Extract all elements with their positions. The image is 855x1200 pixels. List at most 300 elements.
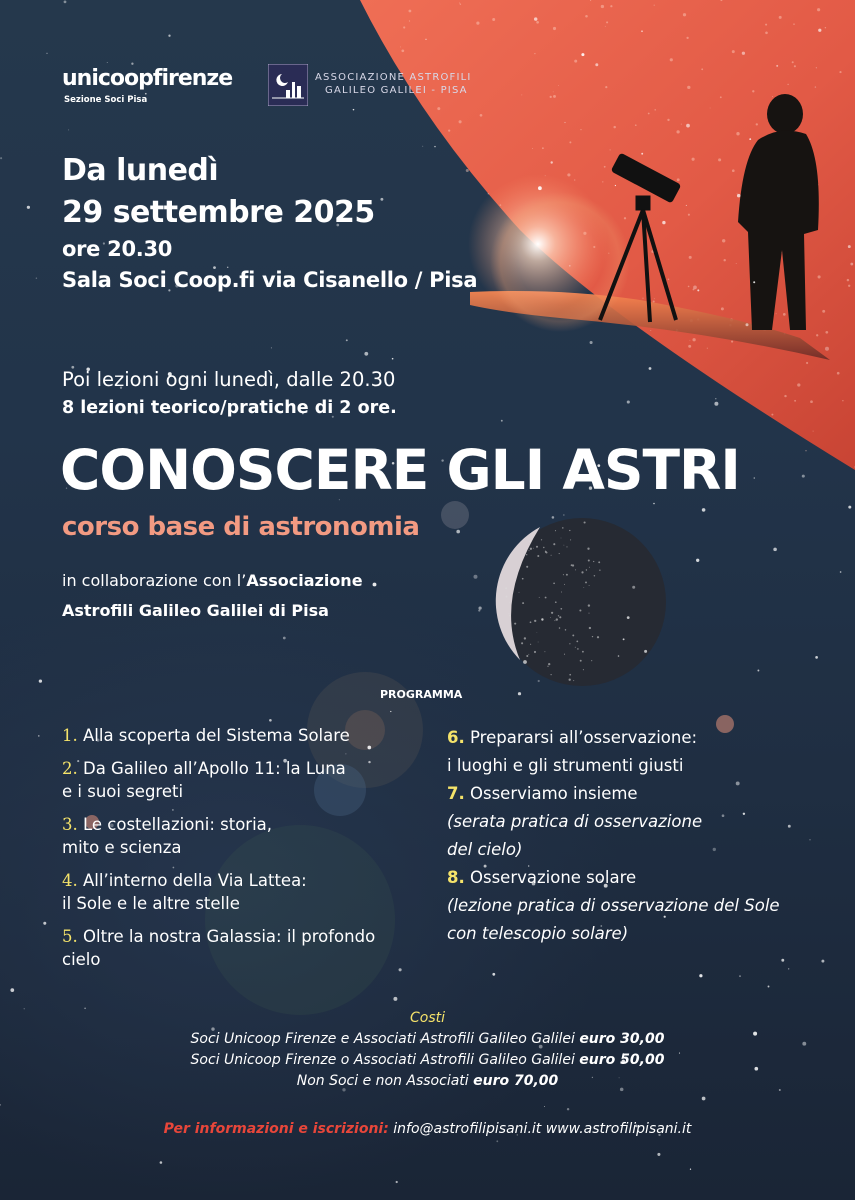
texture-speck: [722, 239, 725, 242]
texture-speck: [459, 120, 462, 123]
moon-speck: [550, 617, 551, 618]
program-item-3: [62, 813, 422, 859]
star: [492, 973, 495, 976]
moon-speck: [541, 539, 542, 540]
texture-speck: [542, 147, 544, 149]
texture-speck: [610, 149, 611, 150]
costs-heading: Costi: [409, 1010, 445, 1026]
cost-price: euro 70,00: [473, 1073, 559, 1089]
texture-speck: [720, 96, 722, 98]
star: [501, 420, 503, 422]
star: [478, 610, 480, 612]
star: [39, 679, 42, 682]
moon-speck: [509, 602, 510, 603]
moon-speck: [530, 548, 532, 550]
moon-speck: [537, 555, 539, 557]
programma-heading: PROGRAMMA: [380, 688, 463, 701]
texture-speck: [683, 13, 686, 16]
cost-price: euro 50,00: [579, 1052, 665, 1068]
event-place: Sala Soci Coop.fi via Cisanello / Pisa: [62, 268, 478, 292]
texture-speck: [492, 18, 495, 21]
moon-speck: [522, 578, 524, 580]
texture-speck: [806, 362, 808, 364]
texture-speck: [810, 400, 813, 403]
texture-speck: [688, 286, 690, 288]
texture-speck: [480, 114, 483, 117]
moon-speck: [551, 674, 552, 675]
moon-speck: [598, 561, 600, 563]
assoc-logo-line1: ASSOCIAZIONE ASTROFILI: [315, 72, 472, 83]
star: [702, 1097, 706, 1101]
star: [43, 922, 46, 925]
moon-speck: [533, 548, 534, 549]
texture-speck: [736, 132, 739, 135]
texture-speck: [403, 26, 405, 28]
cost-label: Soci Unicoop Firenze o Associati Astrofili Galileo Galilei: [190, 1052, 575, 1068]
moon-speck: [530, 644, 531, 645]
star: [107, 62, 108, 63]
star: [0, 1104, 1, 1106]
texture-speck: [610, 5, 612, 7]
star: [544, 1106, 545, 1107]
program-num: 4.: [62, 871, 78, 890]
cost-price: euro 30,00: [579, 1031, 665, 1047]
star: [27, 206, 30, 209]
star: [697, 289, 699, 291]
moon-speck: [555, 530, 556, 531]
texture-speck: [437, 107, 440, 110]
moon-speck: [524, 637, 526, 639]
star: [269, 719, 272, 722]
star: [392, 358, 394, 360]
collaboration-note: [62, 566, 363, 626]
texture-speck: [756, 123, 758, 125]
course-subtitle: corso base di astronomia: [62, 512, 420, 542]
moon-speck: [528, 654, 529, 655]
moon-speck: [566, 574, 568, 576]
star: [615, 185, 616, 186]
texture-speck: [707, 348, 708, 349]
program-item-5: [62, 925, 422, 971]
program-text-cont: cielo: [62, 950, 101, 969]
unicoop-logo-subtitle: Sezione Soci Pisa: [64, 95, 148, 105]
moon-speck: [553, 543, 555, 545]
star: [644, 650, 647, 653]
texture-speck: [847, 279, 849, 281]
info-label: Per informazioni e iscrizioni:: [163, 1121, 389, 1137]
info-line: [0, 1121, 855, 1137]
texture-speck: [723, 259, 725, 261]
star: [64, 1, 67, 4]
texture-speck: [605, 26, 606, 27]
star: [523, 660, 527, 664]
moon-speck: [577, 648, 579, 650]
texture-speck: [783, 313, 786, 316]
texture-speck: [401, 49, 404, 52]
texture-speck: [532, 148, 533, 149]
program-note: (lezione pratica di osservazione del Sole: [447, 896, 780, 915]
star: [10, 988, 14, 992]
association-logo-text: [315, 71, 515, 97]
moon-speck: [570, 539, 571, 540]
moon-speck: [588, 559, 590, 561]
texture-speck: [813, 431, 814, 432]
moon-speck: [581, 571, 583, 573]
star: [714, 402, 718, 406]
texture-speck: [558, 85, 559, 86]
star: [283, 637, 286, 640]
texture-speck: [648, 113, 650, 115]
star: [393, 997, 397, 1001]
program-num: 6.: [447, 728, 465, 747]
moon-speck: [548, 663, 550, 665]
moon-speck: [584, 521, 586, 523]
star: [686, 124, 690, 128]
texture-speck: [787, 84, 788, 85]
texture-speck: [624, 217, 626, 219]
star: [653, 503, 655, 505]
moon-speck: [566, 546, 567, 547]
texture-speck: [701, 68, 703, 70]
texture-speck: [606, 21, 608, 23]
program-item-2: [62, 757, 422, 803]
moon-speck: [526, 554, 527, 555]
texture-speck: [765, 31, 768, 34]
texture-speck: [567, 173, 570, 176]
event-day: Da lunedì: [62, 153, 219, 188]
star: [422, 146, 423, 147]
texture-speck: [521, 94, 522, 95]
star: [538, 680, 540, 682]
texture-speck: [731, 341, 733, 343]
texture-speck: [687, 86, 690, 89]
star: [781, 959, 784, 962]
moon-speck: [575, 569, 576, 570]
moon-speck: [514, 623, 516, 625]
texture-speck: [400, 46, 401, 47]
texture-speck: [460, 4, 461, 5]
star: [627, 400, 630, 403]
moon-speck: [593, 561, 594, 562]
star: [538, 186, 542, 190]
star: [623, 638, 625, 640]
program-note: con telescopio solare): [447, 924, 629, 943]
texture-speck: [580, 129, 581, 130]
texture-speck: [818, 275, 821, 278]
star: [564, 122, 565, 123]
moon-speck: [543, 547, 544, 548]
star: [715, 398, 716, 399]
star: [46, 53, 47, 54]
texture-speck: [550, 96, 552, 98]
star: [696, 559, 699, 562]
star: [567, 1108, 569, 1110]
star: [36, 277, 37, 278]
moon-speck: [587, 548, 589, 550]
texture-speck: [409, 10, 412, 13]
star: [271, 347, 272, 348]
moon-speck: [561, 592, 562, 593]
star: [474, 575, 478, 579]
moon-speck: [526, 655, 528, 657]
star: [693, 286, 697, 290]
moon-speck: [538, 642, 539, 643]
program-text: All’interno della Via Lattea:: [83, 871, 307, 890]
texture-speck: [792, 61, 794, 63]
texture-speck: [825, 27, 826, 28]
texture-speck: [825, 331, 828, 334]
unicoop-logo: unicoopfirenze: [62, 66, 233, 91]
texture-speck: [817, 8, 820, 11]
costs-section: [0, 1008, 855, 1092]
star: [702, 508, 706, 512]
texture-speck: [692, 338, 695, 341]
moon-speck: [559, 553, 560, 554]
star: [757, 670, 759, 672]
star: [662, 221, 665, 224]
texture-speck: [692, 158, 695, 161]
star: [649, 367, 652, 370]
star: [595, 63, 598, 66]
star: [686, 205, 687, 206]
moon-speck: [589, 627, 591, 629]
collab-prefix: in collaborazione con l’: [62, 571, 247, 590]
texture-speck: [822, 310, 825, 313]
texture-speck: [536, 21, 539, 24]
star: [364, 352, 368, 356]
cost-label: Soci Unicoop Firenze e Associati Astrofili Galileo Galilei: [190, 1031, 575, 1047]
moon-speck: [544, 651, 545, 652]
texture-speck: [690, 340, 691, 341]
moon-speck: [591, 660, 592, 661]
cost-label: Non Soci e non Associati: [296, 1073, 469, 1089]
star: [690, 1169, 691, 1170]
star: [68, 129, 69, 130]
star: [657, 1153, 660, 1156]
star: [699, 974, 702, 977]
moon-speck: [564, 654, 565, 655]
star: [390, 711, 391, 712]
lessons-count: 8 lezioni teorico/pratiche di 2 ore.: [62, 398, 397, 418]
program-note: (serata pratica di osservazione: [447, 812, 703, 831]
texture-speck: [842, 400, 843, 401]
star: [848, 506, 851, 509]
texture-speck: [569, 141, 571, 143]
texture-speck: [654, 5, 655, 6]
star: [848, 245, 851, 248]
star: [641, 153, 643, 155]
moon-speck: [572, 634, 574, 636]
star: [38, 735, 40, 737]
moon-speck: [506, 596, 508, 598]
star: [768, 986, 770, 988]
star: [518, 692, 521, 695]
star: [627, 616, 630, 619]
texture-speck: [668, 279, 670, 281]
star: [534, 17, 537, 20]
collab-assoc-2: Astrofili Galileo Galilei di Pisa: [62, 601, 329, 620]
texture-speck: [816, 334, 818, 336]
texture-speck: [448, 129, 450, 131]
moon-speck: [563, 574, 564, 575]
texture-speck: [710, 108, 711, 109]
texture-speck: [534, 53, 535, 54]
texture-speck: [794, 400, 796, 402]
star: [788, 968, 789, 969]
moon-speck: [575, 647, 576, 648]
star: [353, 109, 355, 111]
moon-speck: [519, 592, 520, 593]
moon-speck: [564, 545, 565, 546]
program-text-cont: il Sole e le altre stelle: [62, 894, 240, 913]
star: [581, 53, 584, 56]
moon-speck: [599, 570, 600, 571]
programma-left-column: [62, 724, 422, 981]
moon-speck: [583, 669, 584, 670]
moon-speck: [545, 551, 546, 552]
star: [815, 656, 818, 659]
moon-speck: [553, 582, 555, 584]
event-time: ore 20.30: [62, 237, 173, 261]
texture-speck: [409, 20, 410, 21]
texture-speck: [654, 298, 655, 299]
moon-speck: [536, 546, 538, 548]
star: [552, 516, 555, 519]
texture-speck: [718, 158, 721, 161]
star: [825, 347, 829, 351]
assoc-logo-line2: GALILEO GALILEI - PISA: [325, 85, 468, 96]
cost-row-1: [0, 1029, 855, 1050]
texture-speck: [574, 60, 577, 63]
star: [650, 330, 651, 331]
moon-speck: [586, 569, 587, 570]
star: [168, 35, 170, 37]
texture-speck: [784, 395, 786, 397]
star: [488, 193, 489, 194]
star: [496, 1140, 498, 1142]
texture-speck: [654, 109, 655, 110]
texture-speck: [642, 298, 643, 299]
star: [0, 157, 2, 159]
moon-speck: [537, 632, 538, 633]
star: [737, 194, 741, 198]
moon-speck: [546, 552, 548, 554]
program-item-8: [447, 864, 807, 948]
info-website[interactable]: www.astrofilipisani.it: [545, 1121, 692, 1137]
texture-speck: [553, 91, 554, 92]
moon-speck: [565, 629, 566, 630]
texture-speck: [604, 166, 606, 168]
program-text-cont: i luoghi e gli strumenti giusti: [447, 756, 684, 775]
texture-speck: [794, 65, 796, 67]
program-item-1: [62, 724, 422, 747]
texture-speck: [574, 179, 575, 180]
texture-speck: [771, 414, 773, 416]
bokeh-5: [441, 501, 469, 529]
collab-assoc-1: Associazione: [246, 571, 363, 590]
program-note: del cielo): [447, 840, 523, 859]
moon-speck: [569, 643, 570, 644]
star: [346, 339, 348, 341]
cost-row-3: [0, 1071, 855, 1092]
program-text: Osserviamo insieme: [470, 784, 638, 803]
program-text: Le costellazioni: storia,: [83, 815, 273, 834]
star: [746, 323, 749, 326]
star: [590, 341, 593, 344]
texture-speck: [686, 37, 688, 39]
texture-speck: [476, 22, 479, 25]
texture-speck: [765, 24, 767, 26]
star: [641, 30, 643, 32]
star: [816, 67, 817, 68]
program-item-4: [62, 869, 422, 915]
moon-speck: [534, 651, 536, 653]
texture-speck: [839, 71, 841, 73]
star: [478, 606, 481, 609]
moon-speck: [573, 680, 574, 681]
star: [373, 583, 377, 587]
moon-speck: [555, 601, 557, 603]
moon-speck: [585, 581, 587, 583]
star: [742, 52, 745, 55]
moon-speck: [547, 666, 548, 667]
program-num: 1.: [62, 726, 78, 745]
moon-speck: [526, 566, 528, 568]
star: [618, 655, 620, 657]
program-text: Prepararsi all’osservazione:: [470, 728, 698, 747]
moon-speck: [505, 587, 507, 589]
texture-speck: [602, 181, 603, 182]
texture-speck: [805, 450, 806, 451]
info-email[interactable]: info@astrofilipisani.it: [393, 1121, 542, 1137]
program-text-cont: e i suoi segreti: [62, 782, 184, 801]
moon-speck: [551, 612, 553, 614]
star: [632, 586, 635, 589]
moon-speck: [529, 550, 530, 551]
moon-speck: [534, 620, 536, 622]
lessons-schedule: Poi lezioni ogni lunedì, dalle 20.30: [62, 368, 396, 391]
texture-speck: [779, 16, 782, 19]
texture-speck: [553, 27, 556, 30]
star: [773, 548, 777, 552]
program-text: Oltre la nostra Galassia: il profondo: [83, 927, 376, 946]
moon-speck: [579, 609, 581, 611]
texture-speck: [776, 313, 777, 314]
moon-speck: [562, 527, 564, 529]
event-date: 29 settembre 2025: [62, 195, 375, 230]
lessons-info: [62, 366, 397, 422]
star: [551, 161, 553, 163]
star: [850, 263, 853, 266]
star: [754, 477, 756, 479]
program-num: 3.: [62, 815, 78, 834]
moon-speck: [530, 621, 532, 623]
star: [818, 29, 821, 32]
texture-speck: [605, 86, 607, 88]
texture-speck: [732, 50, 735, 53]
texture-speck: [721, 307, 724, 310]
cost-row-2: [0, 1050, 855, 1071]
star: [396, 1181, 398, 1183]
moon-speck: [569, 530, 570, 531]
texture-speck: [688, 214, 690, 216]
moon-speck: [588, 604, 590, 606]
moon-speck: [592, 636, 593, 637]
moon-speck: [529, 540, 531, 542]
moon-speck: [509, 613, 510, 614]
star: [563, 514, 564, 515]
star: [434, 146, 435, 147]
